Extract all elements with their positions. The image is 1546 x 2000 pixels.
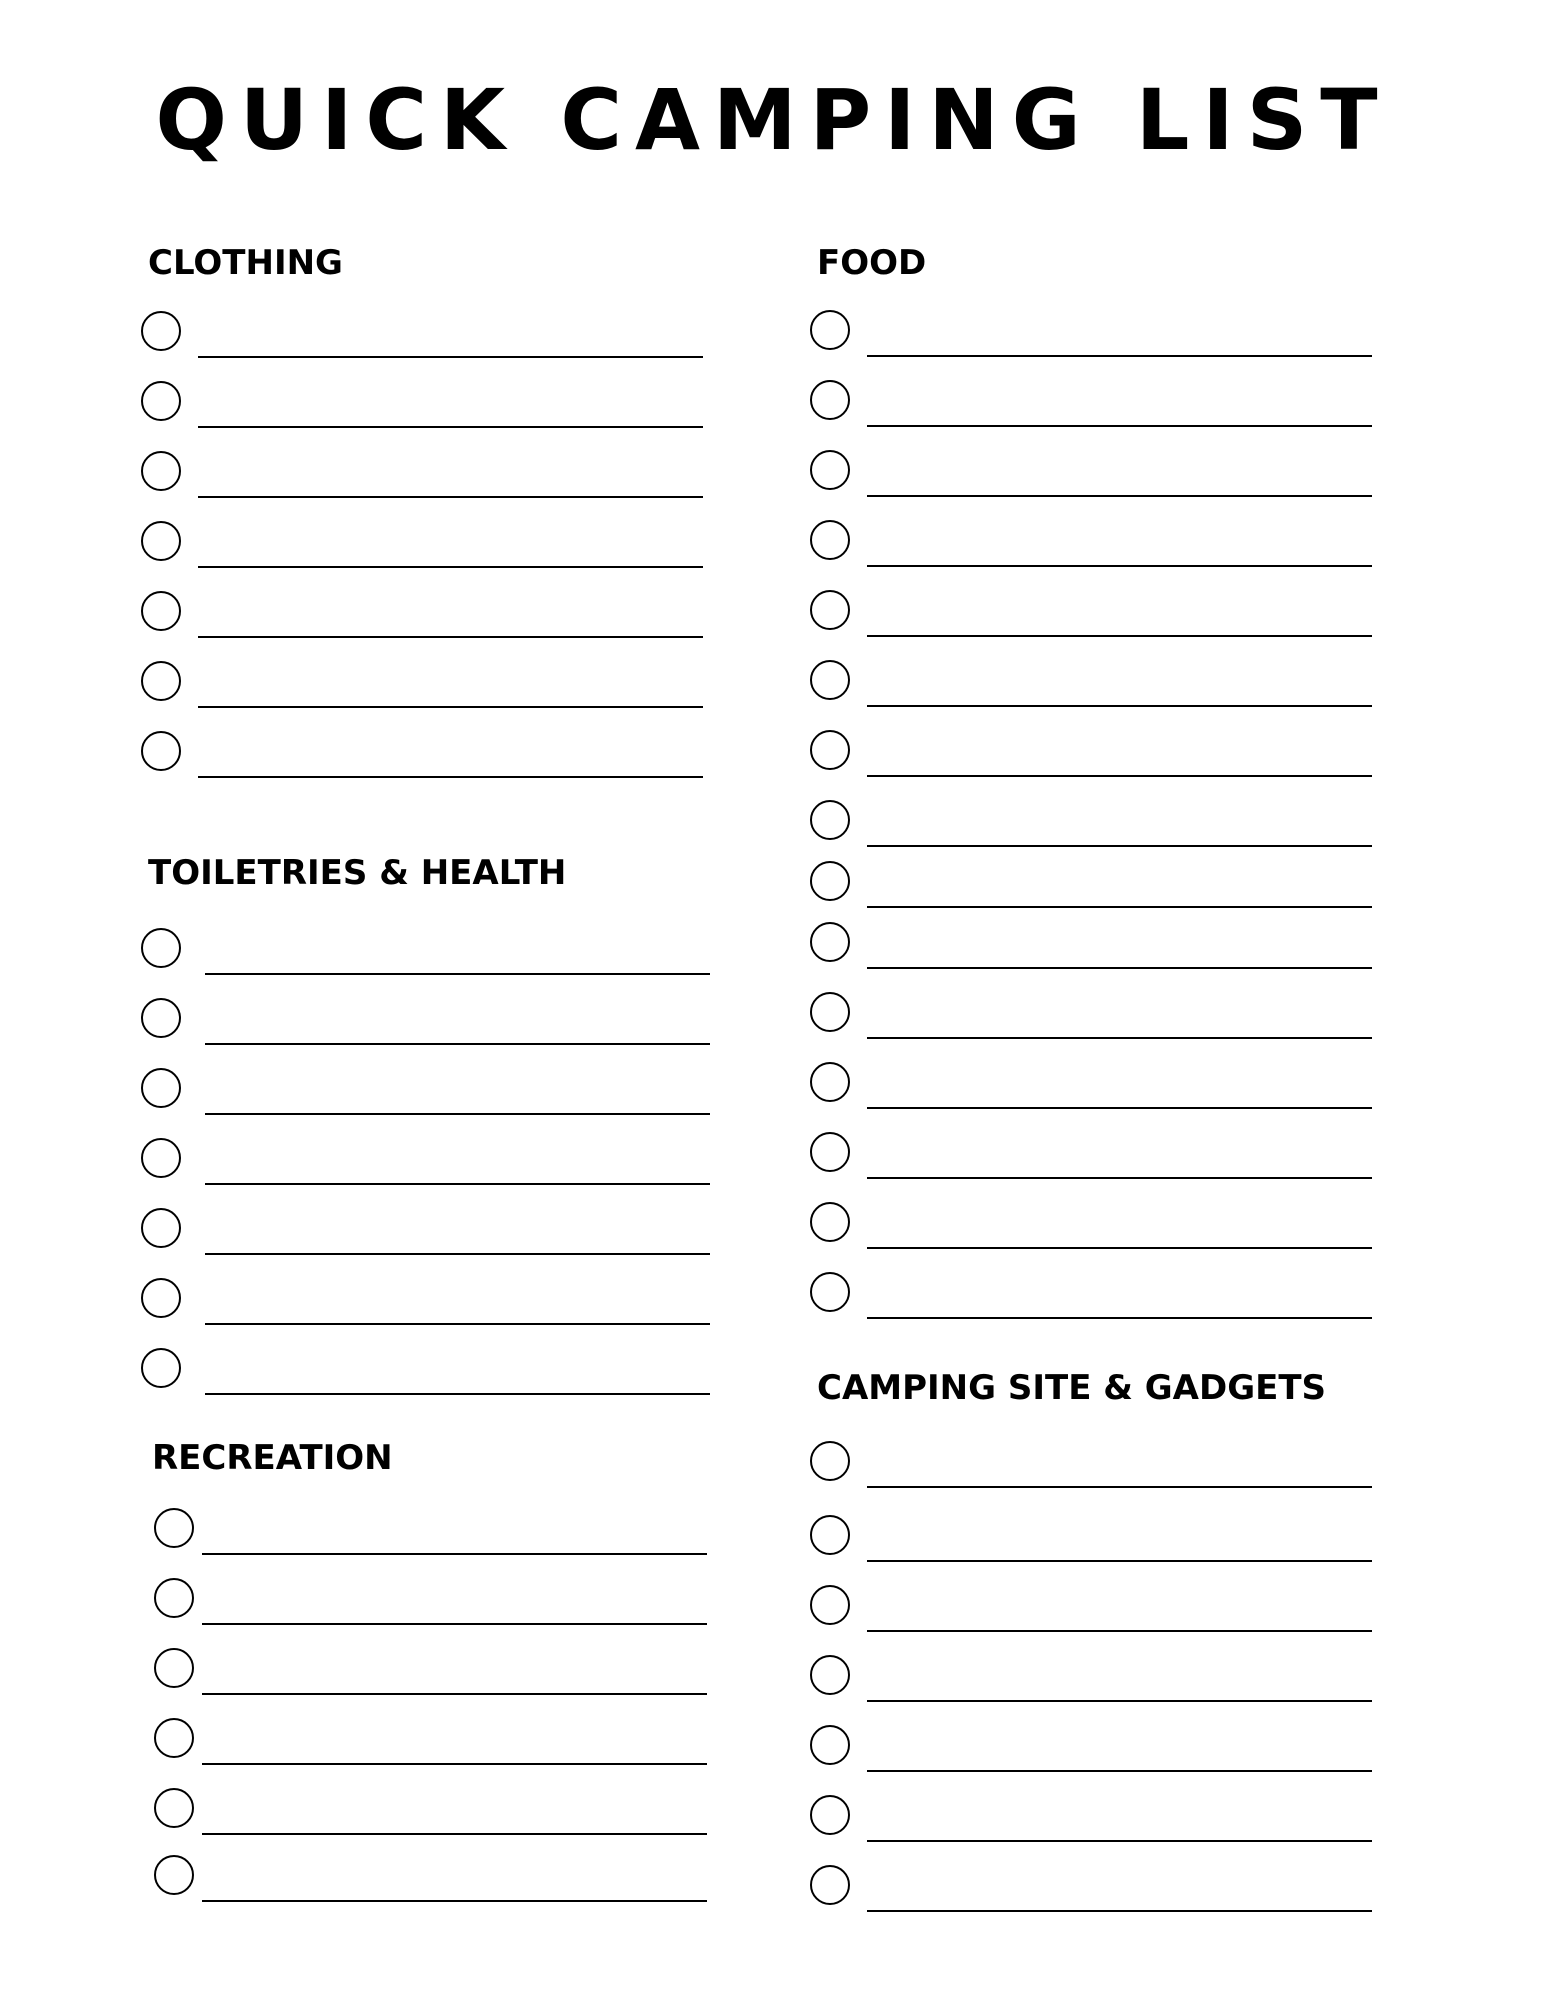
checklist-item: [817, 450, 1377, 520]
checklist-item: [817, 1585, 1377, 1655]
write-in-line[interactable]: [205, 1113, 710, 1115]
write-in-line[interactable]: [198, 426, 703, 428]
write-in-line[interactable]: [867, 906, 1372, 908]
checklist-item: [817, 992, 1377, 1062]
page-title: QUICK CAMPING LIST: [155, 71, 1391, 169]
checkbox-circle[interactable]: [141, 381, 181, 421]
write-in-line[interactable]: [205, 1323, 710, 1325]
write-in-line[interactable]: [202, 1693, 707, 1695]
checkbox-circle[interactable]: [810, 730, 850, 770]
checkbox-circle[interactable]: [810, 1272, 850, 1312]
write-in-line[interactable]: [202, 1833, 707, 1835]
checklist-item: [148, 311, 708, 381]
write-in-line[interactable]: [198, 566, 703, 568]
write-in-line[interactable]: [867, 1177, 1372, 1179]
checkbox-circle[interactable]: [810, 1515, 850, 1555]
checkbox-circle[interactable]: [810, 1655, 850, 1695]
checklist-item: [148, 521, 708, 591]
write-in-line[interactable]: [867, 355, 1372, 357]
write-in-line[interactable]: [867, 1107, 1372, 1109]
checklist-item: [817, 1515, 1377, 1585]
checkbox-circle[interactable]: [141, 311, 181, 351]
write-in-line[interactable]: [198, 356, 703, 358]
checklist-item: [148, 1348, 708, 1418]
checklist-item: [817, 660, 1377, 730]
checkbox-circle[interactable]: [810, 310, 850, 350]
checkbox-circle[interactable]: [810, 1132, 850, 1172]
checklist-item: [148, 1138, 708, 1208]
checklist-item: [148, 1278, 708, 1348]
checkbox-circle[interactable]: [141, 998, 181, 1038]
write-in-line[interactable]: [867, 1840, 1372, 1842]
write-in-line[interactable]: [867, 1486, 1372, 1488]
checklist-item: [817, 1441, 1377, 1511]
checkbox-circle[interactable]: [810, 1725, 850, 1765]
write-in-line[interactable]: [867, 1770, 1372, 1772]
checkbox-circle[interactable]: [141, 1138, 181, 1178]
checklist-item: [148, 928, 708, 998]
section-heading-clothing: CLOTHING: [148, 243, 343, 283]
checklist-item: [817, 1725, 1377, 1795]
checklist-item: [152, 1648, 712, 1718]
write-in-line[interactable]: [867, 845, 1372, 847]
checklist-item: [817, 1795, 1377, 1865]
write-in-line[interactable]: [205, 1043, 710, 1045]
checklist-item: [148, 661, 708, 731]
checkbox-circle[interactable]: [810, 380, 850, 420]
write-in-line[interactable]: [202, 1553, 707, 1555]
checklist-item: [817, 1272, 1377, 1342]
checklist-item: [148, 591, 708, 661]
write-in-line[interactable]: [867, 775, 1372, 777]
checkbox-circle[interactable]: [141, 451, 181, 491]
checklist-item: [817, 1655, 1377, 1725]
checkbox-circle[interactable]: [141, 1068, 181, 1108]
write-in-line[interactable]: [198, 636, 703, 638]
checkbox-circle[interactable]: [154, 1648, 194, 1688]
write-in-line[interactable]: [205, 973, 710, 975]
section-heading-recreation: RECREATION: [152, 1438, 393, 1478]
write-in-line[interactable]: [867, 1700, 1372, 1702]
section-heading-food: FOOD: [817, 243, 927, 283]
checklist-item: [817, 922, 1377, 992]
checklist-item: [817, 1865, 1377, 1935]
checkbox-circle[interactable]: [154, 1508, 194, 1548]
checklist-item: [817, 380, 1377, 450]
checkbox-circle[interactable]: [810, 1585, 850, 1625]
checklist-item: [152, 1718, 712, 1788]
checkbox-circle[interactable]: [810, 1865, 850, 1905]
checklist-item: [817, 520, 1377, 590]
checkbox-circle[interactable]: [810, 1795, 850, 1835]
write-in-line[interactable]: [867, 705, 1372, 707]
checklist-item: [152, 1855, 712, 1925]
checkbox-circle[interactable]: [141, 1278, 181, 1318]
checklist-item: [817, 1132, 1377, 1202]
write-in-line[interactable]: [198, 496, 703, 498]
checklist-item: [817, 590, 1377, 660]
write-in-line[interactable]: [202, 1900, 707, 1902]
checkbox-circle[interactable]: [141, 521, 181, 561]
write-in-line[interactable]: [867, 495, 1372, 497]
checklist-item: [152, 1508, 712, 1578]
write-in-line[interactable]: [205, 1183, 710, 1185]
checkbox-circle[interactable]: [810, 1441, 850, 1481]
checkbox-circle[interactable]: [154, 1718, 194, 1758]
checkbox-circle[interactable]: [810, 450, 850, 490]
write-in-line[interactable]: [867, 1560, 1372, 1562]
checklist-item: [817, 310, 1377, 380]
checklist-item: [148, 998, 708, 1068]
write-in-line[interactable]: [867, 967, 1372, 969]
checkbox-circle[interactable]: [810, 800, 850, 840]
checklist-item: [148, 381, 708, 451]
checkbox-circle[interactable]: [810, 992, 850, 1032]
checkbox-circle[interactable]: [154, 1788, 194, 1828]
checkbox-circle[interactable]: [141, 1348, 181, 1388]
checkbox-circle[interactable]: [810, 861, 850, 901]
checkbox-circle[interactable]: [141, 731, 181, 771]
write-in-line[interactable]: [198, 706, 703, 708]
write-in-line[interactable]: [205, 1253, 710, 1255]
checkbox-circle[interactable]: [141, 661, 181, 701]
checkbox-circle[interactable]: [141, 928, 181, 968]
checklist-item: [817, 861, 1377, 931]
checkbox-circle[interactable]: [141, 1208, 181, 1248]
checkbox-circle[interactable]: [810, 922, 850, 962]
checklist-item: [817, 800, 1377, 870]
checklist-item: [152, 1578, 712, 1648]
checklist-item: [148, 731, 708, 801]
checklist-item: [148, 1208, 708, 1278]
write-in-line[interactable]: [867, 565, 1372, 567]
checklist-item: [152, 1788, 712, 1858]
write-in-line[interactable]: [198, 776, 703, 778]
checklist-item: [148, 1068, 708, 1138]
checkbox-circle[interactable]: [154, 1855, 194, 1895]
checkbox-circle[interactable]: [810, 520, 850, 560]
write-in-line[interactable]: [867, 1037, 1372, 1039]
checklist-item: [817, 730, 1377, 800]
checkbox-circle[interactable]: [810, 660, 850, 700]
checklist-item: [148, 451, 708, 521]
section-heading-toiletries: TOILETRIES & HEALTH: [148, 853, 567, 893]
write-in-line[interactable]: [867, 635, 1372, 637]
checklist-item: [817, 1202, 1377, 1272]
checkbox-circle[interactable]: [810, 1062, 850, 1102]
checklist-item: [817, 1062, 1377, 1132]
write-in-line[interactable]: [202, 1623, 707, 1625]
write-in-line[interactable]: [867, 1247, 1372, 1249]
checkbox-circle[interactable]: [154, 1578, 194, 1618]
write-in-line[interactable]: [205, 1393, 710, 1395]
checkbox-circle[interactable]: [810, 590, 850, 630]
checkbox-circle[interactable]: [810, 1202, 850, 1242]
write-in-line[interactable]: [867, 1317, 1372, 1319]
checkbox-circle[interactable]: [141, 591, 181, 631]
section-heading-camping-site: CAMPING SITE & GADGETS: [817, 1368, 1327, 1408]
write-in-line[interactable]: [202, 1763, 707, 1765]
write-in-line[interactable]: [867, 425, 1372, 427]
write-in-line[interactable]: [867, 1910, 1372, 1912]
write-in-line[interactable]: [867, 1630, 1372, 1632]
